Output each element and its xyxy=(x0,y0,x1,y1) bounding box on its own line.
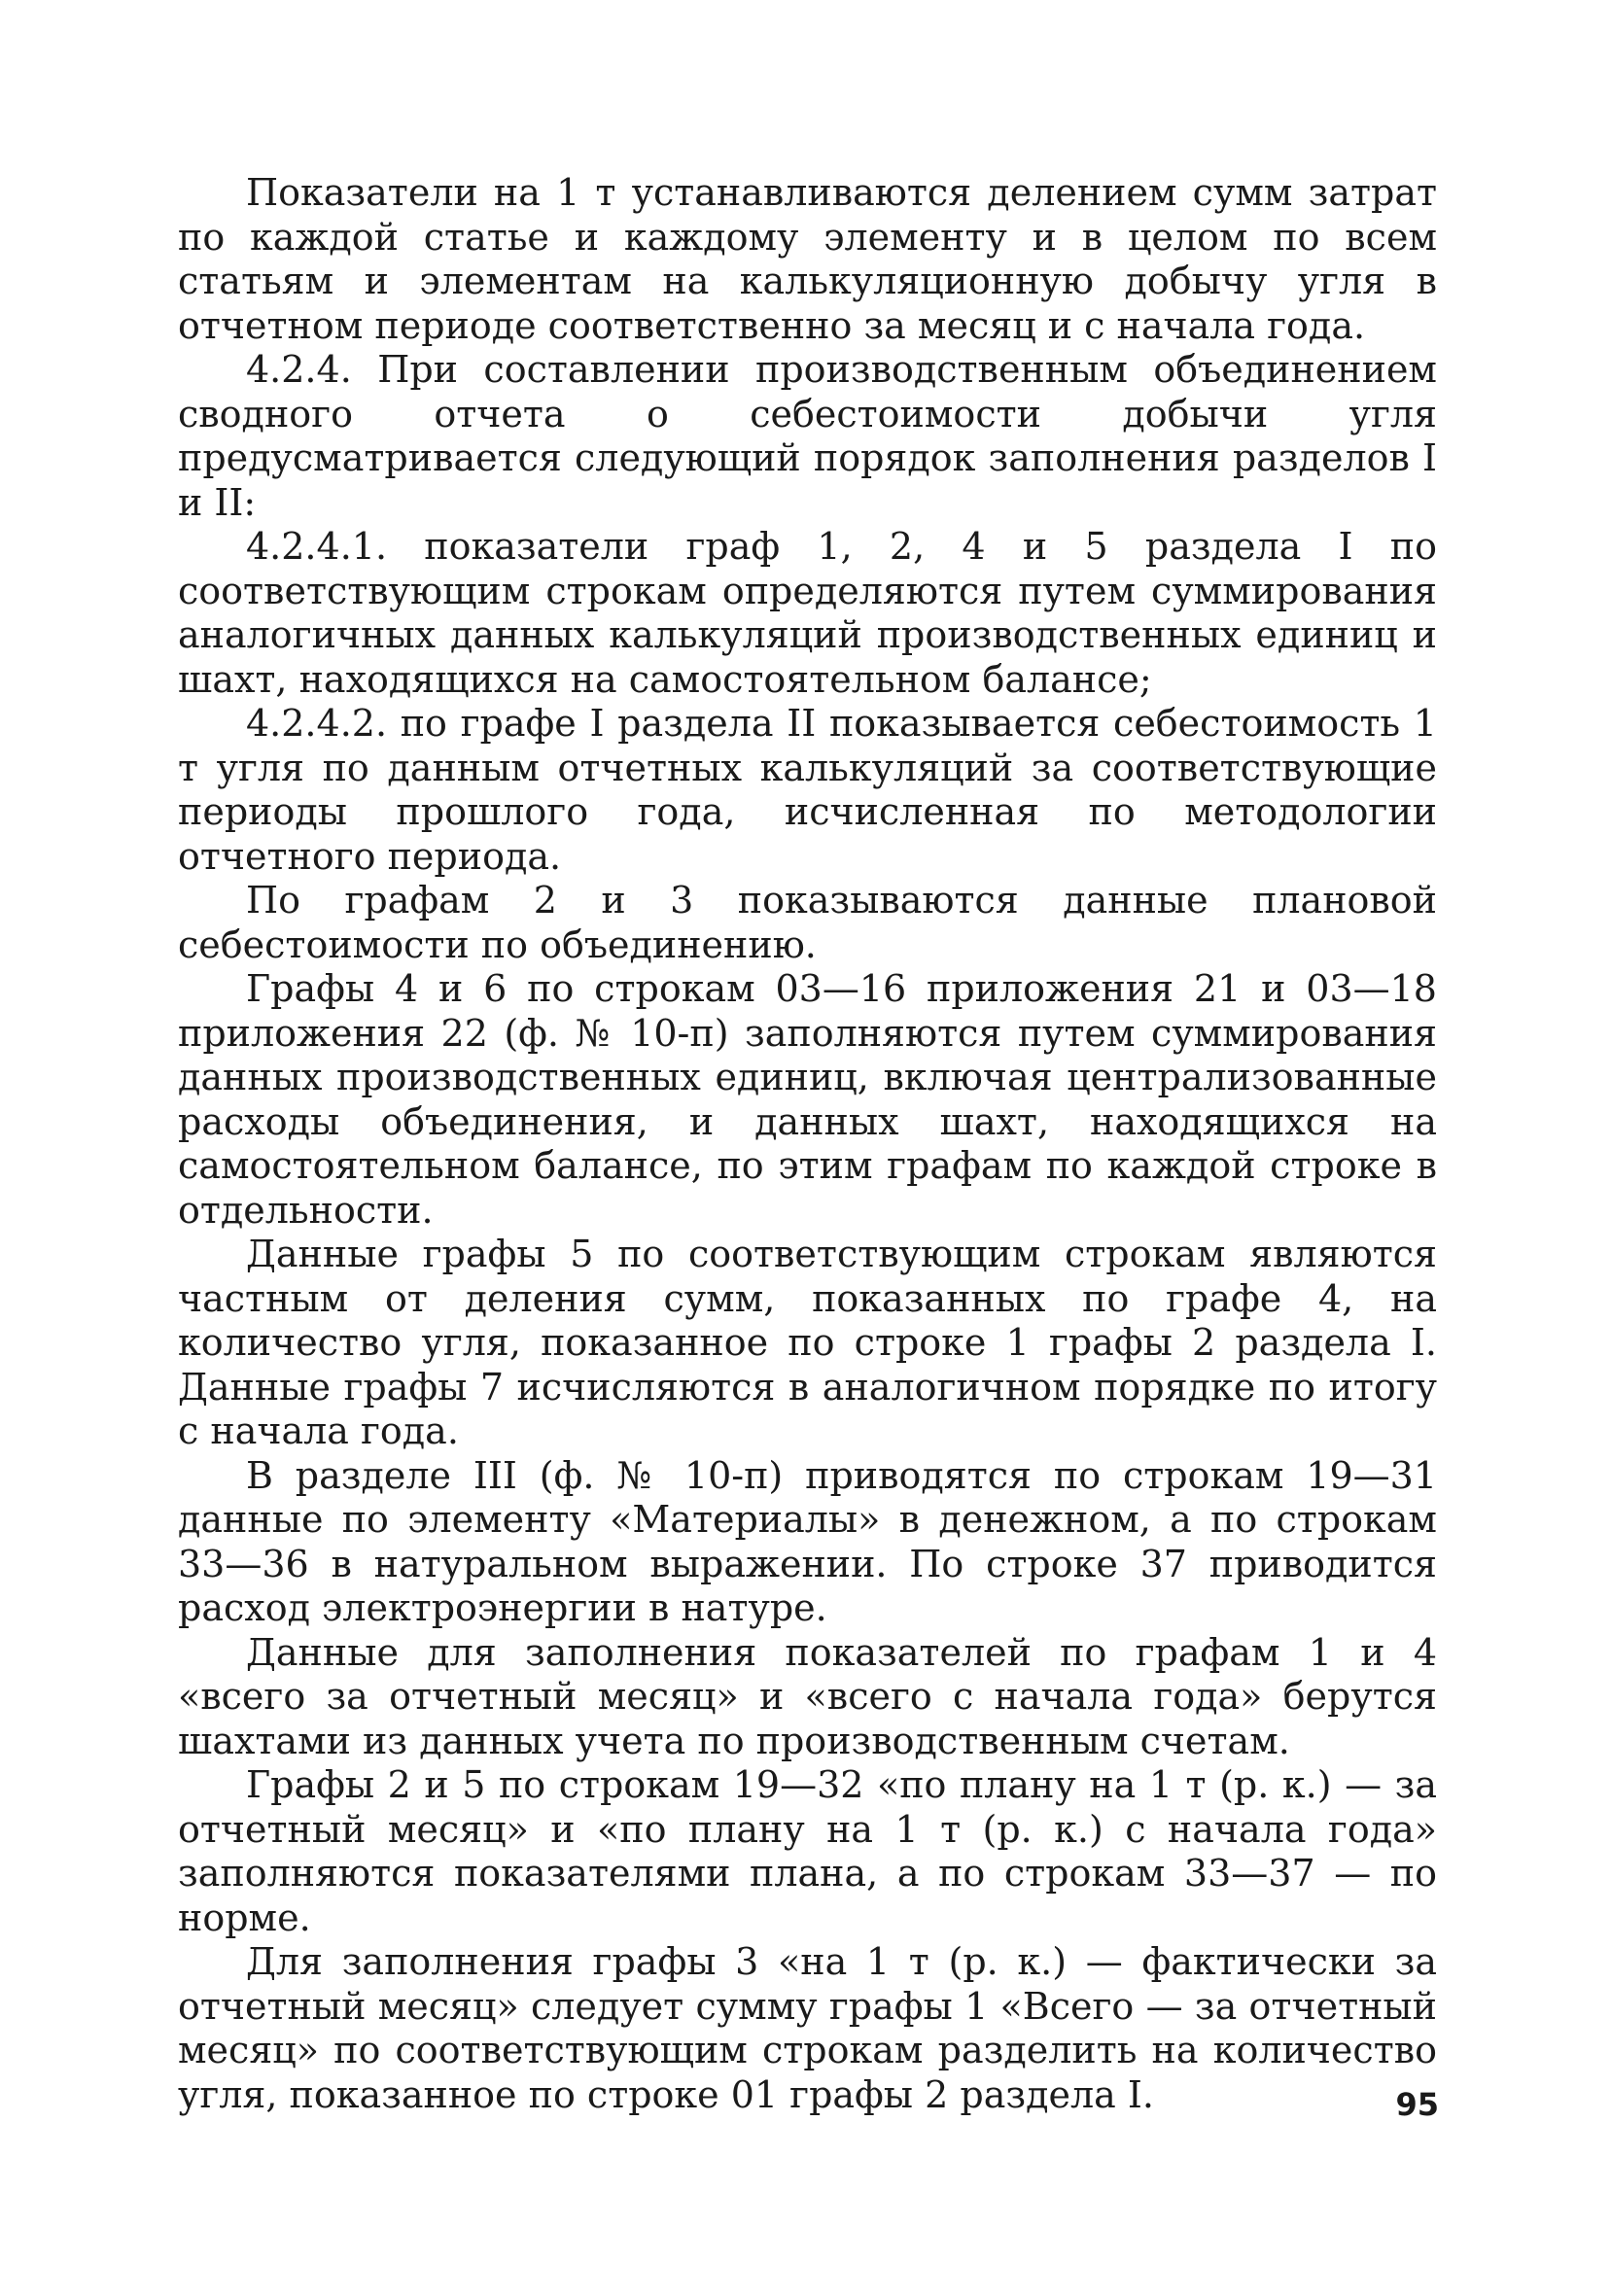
paragraph: Графы 4 и 6 по строкам 03—16 приложения 21 и 03—18 приложения 22 (ф. № 10-п) заполняются путем суммирования данных производственных единиц, включая централизованные расходы объединения, и данных шахт, находящихся на самостоятельном балансе, по этим графам по каждой строке в отдельности. xyxy=(178,967,1437,1232)
paragraph: По графам 2 и 3 показываются данные плановой себестоимости по объединению. xyxy=(178,879,1437,966)
page-number: 95 xyxy=(1395,2086,1439,2123)
paragraph: 4.2.4.1. показатели граф 1, 2, 4 и 5 раздела I по соответствующим строкам определяются путем суммирования аналогичных данных калькуляций производственных единиц и шахт, находящихся на самостоятельном балансе; xyxy=(178,525,1437,701)
paragraph: Данные графы 5 по соответствующим строкам являются частным от деления сумм, показанных по графе 4, на количество угля, показанное по строке 1 графы 2 раздела I. Данные графы 7 исчисляются в аналогичном порядке по итогу с начала года. xyxy=(178,1233,1437,1452)
paragraph: Для заполнения графы 3 «на 1 т (р. к.) — фактически за отчетный месяц» следует сумму графы 1 «Всего — за отчетный месяц» по соответствующим строкам разделить на количество угля, показанное по строке 01 графы 2 раздела I. xyxy=(178,1940,1437,2116)
paragraph: 4.2.4.2. по графе I раздела II показывается себестоимость 1 т угля по данным отчетных калькуляций за соответствующие периоды прошлого года, исчисленная по методологии отчетного периода. xyxy=(178,702,1437,878)
paragraph: Данные для заполнения показателей по графам 1 и 4 «всего за отчетный месяц» и «всего с начала года» берутся шахтами из данных учета по производственным счетам. xyxy=(178,1630,1437,1762)
paragraph: Показатели на 1 т устанавливаются делением сумм затрат по каждой статье и каждому элементу и в целом по всем статьям и элементам на калькуляционную добычу угля в отчетном периоде соответственно за месяц и с начала года. xyxy=(178,171,1437,347)
body-text xyxy=(178,171,1437,2117)
paragraph: В разделе III (ф. № 10-п) приводятся по строкам 19—31 данные по элементу «Материалы» в денежном, а по строкам 33—36 в натуральном выражении. По строке 37 приводится расход электроэнергии в натуре. xyxy=(178,1453,1437,1629)
paragraph: 4.2.4. При составлении производственным объединением сводного отчета о себестоимости добычи угля предусматривается следующий порядок заполнения разделов I и II: xyxy=(178,348,1437,524)
paragraph: Графы 2 и 5 по строкам 19—32 «по плану на 1 т (р. к.) — за отчетный месяц» и «по плану на 1 т (р. к.) с начала года» заполняются показателями плана, а по строкам 33—37 — по норме. xyxy=(178,1763,1437,1939)
